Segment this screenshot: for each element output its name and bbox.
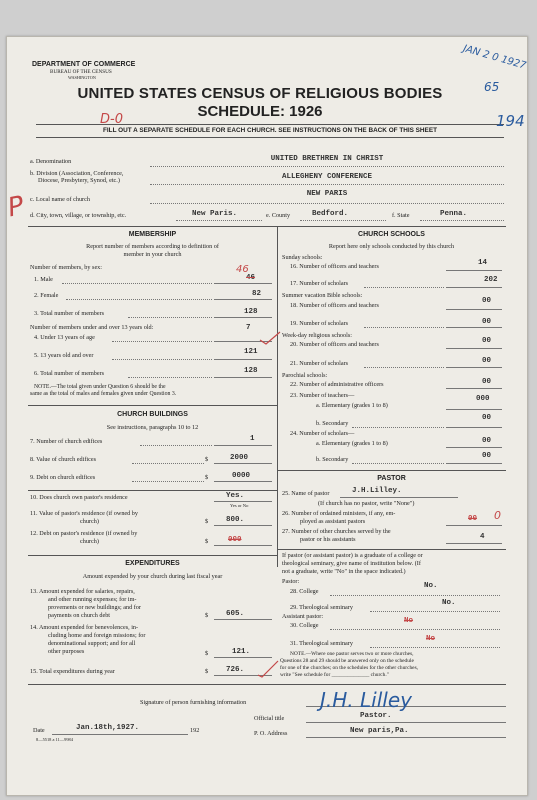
graduate-instruction-3: not a graduate, write "No" in the space indicated.) [282,568,406,575]
check-mark-icon [258,330,282,346]
q26-line-1: 26. Number of ordained ministers, if any, em- [282,510,396,517]
county-label: e. County [266,212,291,219]
q15-value: 726. [226,666,245,674]
q5-value: 121 [244,348,258,356]
date-value: Jan.18th,1927. [76,724,140,732]
q16-value: 14 [478,259,488,267]
q6-label: 6. Total number of members [34,370,105,377]
check-mark-icon [256,657,280,679]
q30-label: 30. College [290,622,319,629]
q26-value: 00 [468,515,478,523]
q14-line-4: other purposes [48,648,85,655]
q2-value: 82 [252,290,262,298]
q1-value: 46 [236,264,249,275]
yes-no-hint: Yes or No [230,503,249,508]
expenditures-title: EXPENDITURES [125,560,180,567]
county-value: Bedford. [312,210,349,218]
q25-value: J.H.Lilley. [352,487,402,495]
q9-dollar: $ [205,474,209,481]
q22-label: 22. Number of administrative officers [290,381,384,388]
q30-value: No [404,617,414,625]
q21-label: 21. Number of scholars [290,360,349,367]
q8-value: 2000 [230,454,249,462]
q6-value: 128 [244,367,258,375]
q18-value: 00 [482,297,492,305]
q23b-value: 00 [482,414,492,422]
q19-value: 00 [482,318,492,326]
q11-label-1: 11. Value of pastor's residence (if owned by [30,510,138,517]
q14-value: 121. [232,648,251,656]
pastor-title: PASTOR [377,475,406,482]
q27-line-2: pastor or his assistants [300,536,356,543]
q24-label: 24. Number of scholars— [290,430,355,437]
denomination-label: a. Denomination [30,158,72,165]
expenditures-sub: Amount expended by your church during last fiscal year [82,573,223,580]
q13-line-4: payments on church debt [48,612,111,619]
local-name-value: NEW PARIS [306,190,348,198]
q14-line-1: 14. Amount expended for benevolences, in- [30,624,139,631]
state-label: f. State [392,212,410,219]
pastor-sub-label: Pastor: [282,578,300,585]
buildings-title: CHURCH BUILDINGS [117,411,188,418]
q17-value: 202 [484,276,498,284]
po-address-label: P. O. Address [254,730,288,737]
q11-value: 800. [226,516,245,524]
parochial-label: Parochial schools: [282,372,328,379]
q12-label-2: church) [80,538,99,545]
q4-label: 4. Under 13 years of age [34,334,95,341]
q29-value: No. [442,599,456,607]
q28-value: No. [424,582,438,590]
membership-intro-2: member in your church [123,251,182,258]
q24a-value: 00 [482,437,492,445]
pastor-note-3: for one of the churches; on the schedules for the other churches, [280,665,419,671]
denomination-value: UNITED BRETHREN IN CHRIST [270,155,384,163]
q24a-label: a. Elementary (grades 1 to 8) [316,440,388,447]
q1-label: 1. Male [34,276,53,283]
q5-label: 5. 13 years old and over [34,352,94,359]
q28-label: 28. College [290,588,319,595]
q26-line-2: ployed as assistant pastors [300,518,366,525]
q13-line-3: provements or new buildings; and for [48,604,141,611]
q17-label: 17. Number of scholars [290,280,349,287]
q12-value: 000 [228,536,242,544]
q25-label: 25. Name of pastor [282,490,330,497]
q21-value: 00 [482,357,492,365]
q22-value: 00 [482,378,492,386]
q8-label: 8. Value of church edifices [30,456,97,463]
division-label-1: b. Division (Association, Conference, [30,170,124,177]
q29-label: 29. Theological seminary [290,604,353,611]
q24b-value: 00 [482,452,492,460]
date-label: Date [33,727,45,734]
q15-dollar: $ [205,668,209,675]
q23b-label: b. Secondary [316,420,349,427]
q19-label: 19. Number of scholars [290,320,349,327]
signature-label: Signature of person furnishing information [140,699,247,706]
q3-value: 128 [244,308,258,316]
q23a-label: a. Elementary (grades 1 to 8) [316,402,388,409]
pastor-note-1: NOTE.—Where one pastor serves two or more churches, [290,651,414,657]
handwritten-194: 194 [496,112,525,130]
q15-label: 15. Total expenditures during year [30,668,115,675]
q23a-value: 000 [476,395,490,403]
by-sex-label: Number of members, by sex: [30,264,102,271]
official-title-label: Official title [254,715,285,722]
q3-label: 3. Total number of members [34,310,105,317]
sunday-label: Sunday schools: [282,254,323,261]
membership-intro-1: Report number of members according to definition of [86,243,219,250]
official-title-value: Pastor. [360,712,392,720]
q7-value: 1 [250,435,255,443]
handwritten-p: P [5,190,27,224]
state-value: Penna. [440,210,468,218]
assistant-sub-label: Assistant pastor: [282,613,324,620]
department-label: DEPARTMENT OF COMMERCE [32,61,136,68]
pastor-note-4: write "See schedule for ______________ church." [280,672,389,678]
q24b-label: b. Secondary [316,456,349,463]
q27-value: 4 [480,533,485,541]
q16-label: 16. Number of officers and teachers [290,263,379,270]
signature: J.H. Lilley [320,688,412,712]
q9-label: 9. Debt on church edifices [30,474,96,481]
q23-label: 23. Number of teachers— [290,392,355,399]
membership-note-2: same as the total of males and females given under Question 3. [30,391,177,397]
pastor-note-2: Questions 28 and 29 should be answered only on the schedule [280,658,414,664]
division-label-2: Diocese, Presbytery, Synod, etc.) [38,177,120,184]
city-value: New Paris. [192,210,238,218]
q27-line-1: 27. Number of other churches served by the [282,528,391,535]
q25-sub: (If church has no pastor, write "None") [318,500,415,507]
q11-label-2: church) [80,518,99,525]
q26-handwritten: 0 [494,509,501,522]
received-date-stamp: JAN 2 0 1927 [461,43,528,72]
schedule-title: SCHEDULE: 1926 [197,103,323,120]
q11-dollar: $ [205,518,209,525]
q4-value: 7 [246,324,251,332]
fill-instruction: FILL OUT A SEPARATE SCHEDULE FOR EACH CHURCH. SEE INSTRUCTIONS ON THE BACK OF THIS SHEET [103,127,437,134]
local-name-label: c. Local name of church [30,196,90,203]
age-intro: Number of members under and over 13 years old: [30,324,154,331]
city-label: WASHINGTON [68,75,96,80]
q20-label: 20. Number of officers and teachers [290,341,379,348]
buildings-sub: See instructions, paragraphs 10 to 12 [106,424,199,431]
q12-label-1: 12. Debt on pastor's residence (if owned by [30,530,138,537]
q18-label: 18. Number of officers and teachers [290,302,379,309]
q12-dollar: $ [205,538,209,545]
q14-line-3: denominational support; and for all [48,640,136,647]
q13-dollar: $ [205,612,209,619]
handwritten-d0: D-0 [100,112,123,127]
q8-dollar: $ [205,456,209,463]
date-suffix: 192 [190,727,200,734]
graduate-instruction-2: theological seminary, give name of institution below. (If [282,560,421,567]
handwritten-65: 65 [484,80,500,94]
schools-title: CHURCH SCHOOLS [358,231,425,238]
q7-label: 7. Number of church edifices [30,438,103,445]
city-label: d. City, town, village, or township, etc. [30,212,127,219]
division-value: ALLEGHENY CONFERENCE [281,173,372,181]
po-address-value: New paris,Pa. [350,727,409,735]
schools-intro: Report here only schools conducted by this church [328,243,455,250]
q13-value: 605. [226,610,245,618]
graduate-instruction-1: If pastor (or assistant pastor) is a graduate of a college or [282,552,423,559]
q31-label: 31. Theological seminary [290,640,353,647]
q10-value: Yes. [226,492,245,500]
membership-title: MEMBERSHIP [128,231,177,238]
membership-note-1: NOTE.—The total given under Question 6 should be the [34,384,166,390]
q20-value: 00 [482,337,492,345]
summer-label: Summer vacation Bible schools: [282,292,363,299]
q13-line-1: 13. Amount expended for salaries, repairs, [30,588,135,595]
q1-typed: 46 [246,274,256,282]
q9-value: 0000 [232,472,251,480]
weekday-label: Week-day religious schools: [282,332,352,339]
form-title: UNITED STATES CENSUS OF RELIGIOUS BODIES [77,85,443,102]
q13-line-2: and other running expenses; for im- [48,596,137,603]
bureau-label: BUREAU OF THE CENSUS [50,69,112,75]
q14-dollar: $ [205,650,209,657]
q10-label: 10. Does church own pastor's residence [30,494,128,501]
form-number: 8—5518 a 11—9984 [36,737,73,742]
q14-line-2: cluding home and foreign missions; for [48,632,146,639]
q2-label: 2. Female [34,292,59,299]
q31-value: No [426,635,436,643]
